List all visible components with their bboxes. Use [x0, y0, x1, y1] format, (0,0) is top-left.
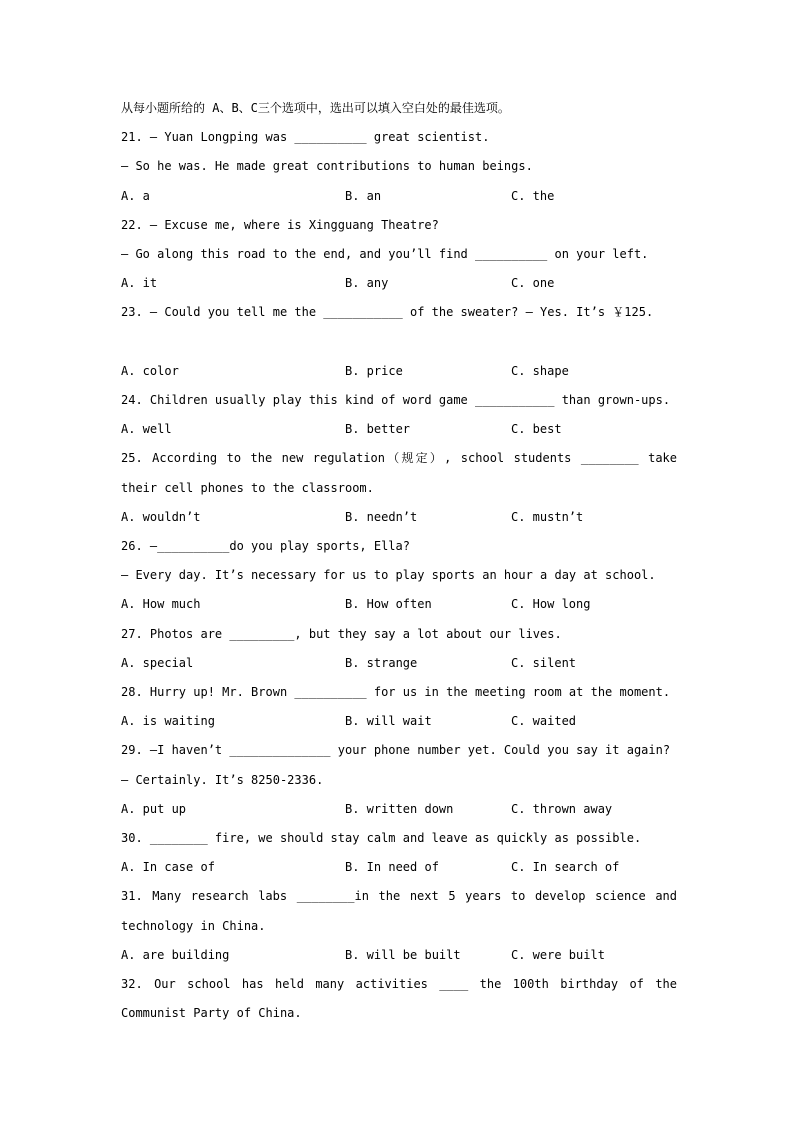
question-25-stem: 25. According to the new regulation（规定）, school students ________ take	[121, 451, 677, 466]
option-a: A. well	[121, 422, 172, 437]
option-a: A. wouldn’t	[121, 509, 201, 524]
question-26-reply: — Every day. It’s necessary for us to play sports an hour a day at school.	[121, 568, 656, 583]
option-c: C. thrown away	[511, 801, 613, 816]
question-21-options	[121, 182, 677, 211]
option-b: B. an	[345, 188, 382, 203]
question-24-options	[121, 415, 677, 444]
option-b: B. price	[345, 363, 403, 378]
question-32-stem: 32. Our school has held many activities ____ the 100th birthday of the	[121, 977, 677, 992]
option-c: C. mustn’t	[511, 509, 584, 524]
option-c: C. In search of	[511, 860, 620, 875]
question-24-stem: 24. Children usually play this kind of word game ___________ than grown-ups.	[121, 393, 671, 408]
option-a: A. a	[121, 188, 150, 203]
question-21-reply: — So he was. He made great contributions to human beings.	[121, 159, 533, 174]
question-22-options	[121, 269, 677, 298]
option-c: C. silent	[511, 655, 577, 670]
question-26-options	[121, 590, 677, 619]
option-b: B. will wait	[345, 714, 432, 729]
option-a: A. are building	[121, 947, 230, 962]
option-c: C. best	[511, 422, 562, 437]
instruction-line: 从每小题所给的 A、B、C三个选项中，选出可以填入空白处的最佳选项。	[121, 101, 510, 115]
option-a: A. How much	[121, 597, 201, 612]
document-content	[121, 94, 677, 1028]
question-22-stem: 22. — Excuse me, where is Xingguang Theatre?	[121, 217, 439, 232]
option-b: B. written down	[345, 801, 454, 816]
option-c: C. shape	[511, 363, 569, 378]
option-c: C. waited	[511, 714, 577, 729]
question-28-options	[121, 707, 677, 736]
question-30-options	[121, 853, 677, 882]
option-c: C. the	[511, 188, 555, 203]
option-b: B. How often	[345, 597, 432, 612]
option-b: B. strange	[345, 655, 418, 670]
option-c: C. were built	[511, 947, 605, 962]
option-b: B. better	[345, 422, 411, 437]
question-26-stem: 26. —__________do you play sports, Ella?	[121, 539, 410, 554]
question-32-stem-2: Communist Party of China.	[121, 1006, 302, 1021]
question-23-options	[121, 357, 677, 386]
question-30-stem: 30. ________ fire, we should stay calm and leave as quickly as possible.	[121, 831, 642, 846]
question-25-stem-2: their cell phones to the classroom.	[121, 480, 374, 495]
option-a: A. it	[121, 276, 158, 291]
option-a: A. In case of	[121, 860, 215, 875]
question-27-options	[121, 649, 677, 678]
option-b: B. any	[345, 276, 389, 291]
question-29-reply: — Certainly. It’s 8250-2336.	[121, 772, 324, 787]
question-23-stem: 23. — Could you tell me the ___________ of the sweater? — Yes. It’s ￥125.	[121, 305, 654, 320]
question-27-stem: 27. Photos are _________, but they say a lot about our lives.	[121, 626, 562, 641]
option-c: C. How long	[511, 597, 591, 612]
question-31-stem: 31. Many research labs ________in the next 5 years to develop science and	[121, 889, 677, 904]
option-a: A. color	[121, 363, 179, 378]
question-29-options	[121, 795, 677, 824]
question-29-stem: 29. —I haven’t ______________ your phone number yet. Could you say it again?	[121, 743, 671, 758]
question-28-stem: 28. Hurry up! Mr. Brown __________ for us in the meeting room at the moment.	[121, 685, 671, 700]
question-31-options	[121, 941, 677, 970]
question-25-options	[121, 503, 677, 532]
option-a: A. is waiting	[121, 714, 215, 729]
question-22-reply: — Go along this road to the end, and you’ll find __________ on your left.	[121, 247, 649, 262]
blank-line	[121, 328, 677, 357]
question-31-stem-2: technology in China.	[121, 918, 266, 933]
option-b: B. In need of	[345, 860, 439, 875]
option-a: A. special	[121, 655, 194, 670]
option-b: B. needn’t	[345, 509, 418, 524]
question-21-stem: 21. — Yuan Longping was __________ great scientist.	[121, 130, 490, 145]
option-a: A. put up	[121, 801, 187, 816]
option-b: B. will be built	[345, 947, 461, 962]
option-c: C. one	[511, 276, 555, 291]
